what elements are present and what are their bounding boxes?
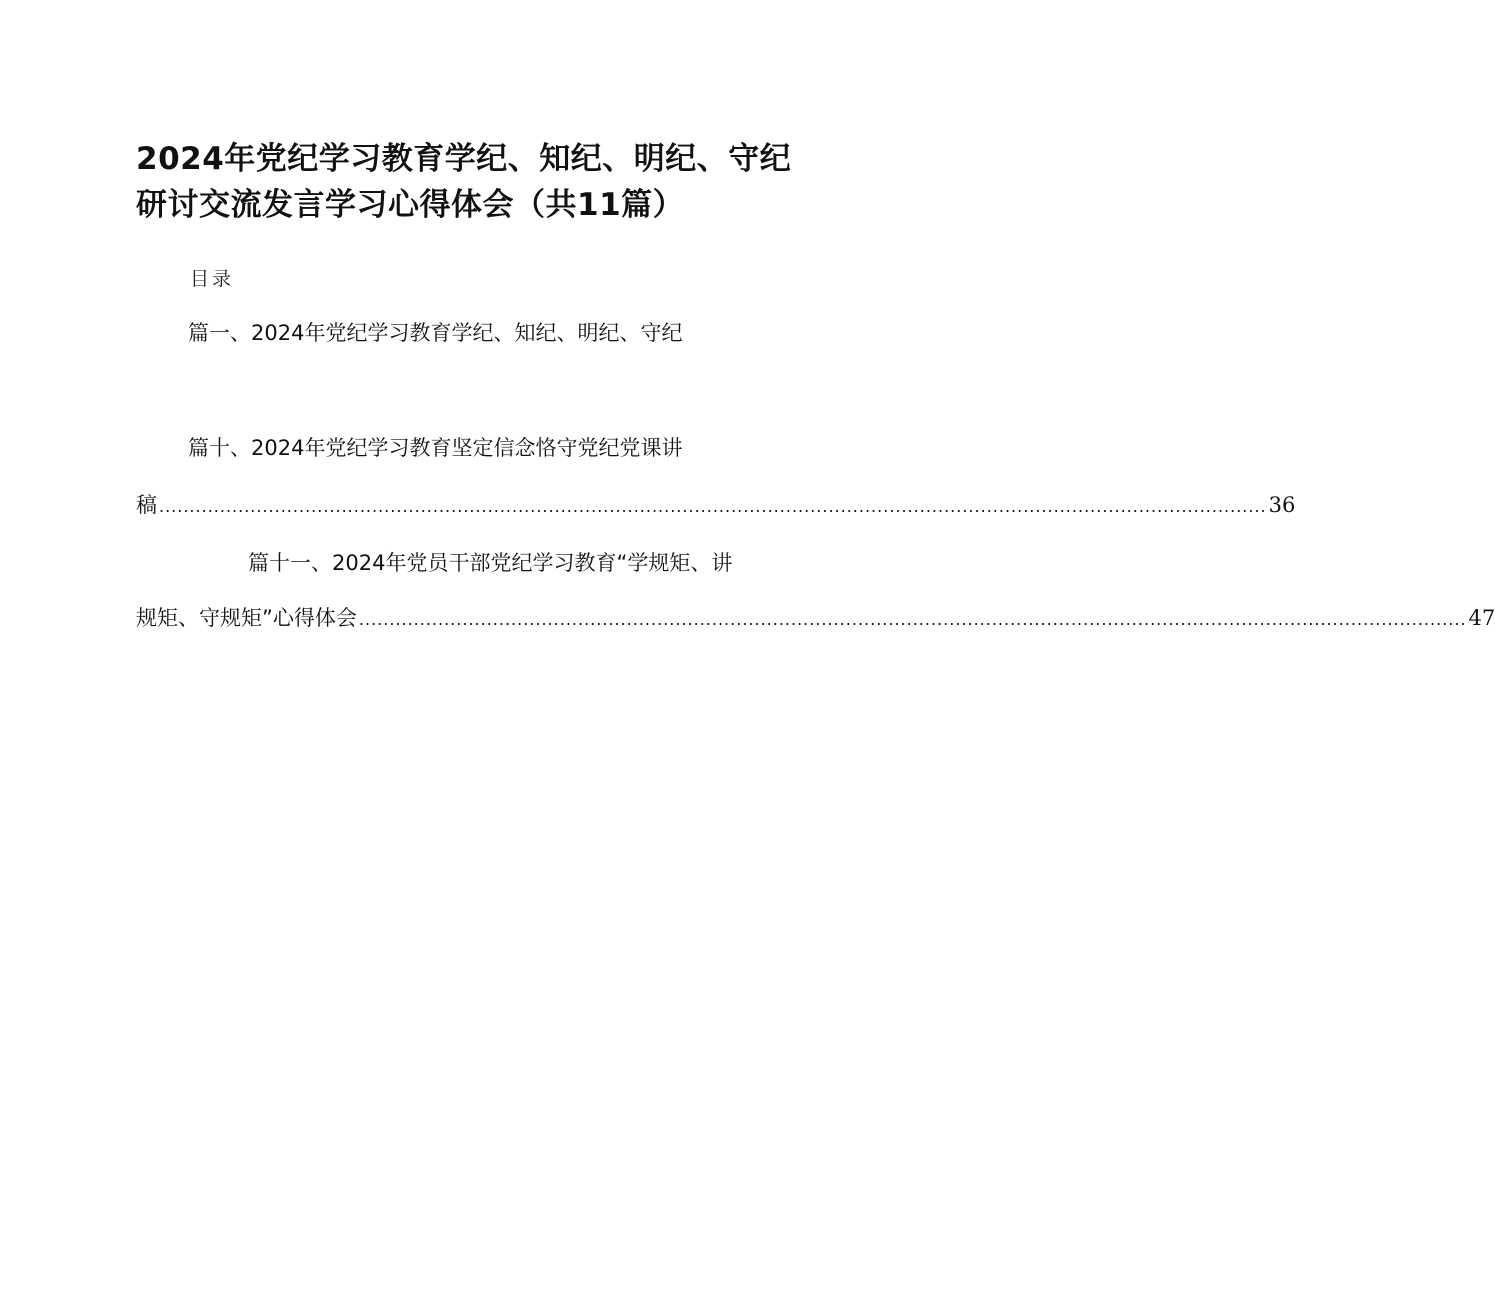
toc-entry-11-line2[interactable] [136, 603, 1495, 635]
title-line-2: 研讨交流发言学习心得体会（共11篇） [136, 187, 685, 223]
toc-entry-10-line2[interactable] [136, 490, 1296, 522]
toc-entry-10-line1[interactable]: 篇十、2024年党纪学习教育坚定信念恪守党纪党课讲 [188, 436, 683, 460]
toc-entry-11-continuation: 规矩、守规矩”心得体会 [136, 606, 357, 630]
title-line-1: 2024年党纪学习教育学纪、知纪、明纪、守纪 [136, 141, 792, 177]
toc-entry-1[interactable]: 篇一、2024年党纪学习教育学纪、知纪、明纪、守纪 [188, 321, 683, 345]
toc-heading: 目录 [190, 268, 235, 290]
toc-entry-11-page: 47 [1468, 606, 1495, 630]
dot-leader: ...................................................................................................................................................................................... [159, 497, 1267, 516]
dot-leader: ...................................................................................................................................................................................... [358, 610, 1467, 629]
document-title [136, 136, 796, 228]
toc-entry-10-continuation: 稿 [136, 493, 157, 517]
toc-entry-10-page: 36 [1268, 493, 1296, 517]
toc-entry-11-line1[interactable]: 篇十一、2024年党员干部党纪学习教育“学规矩、讲 [248, 551, 733, 575]
